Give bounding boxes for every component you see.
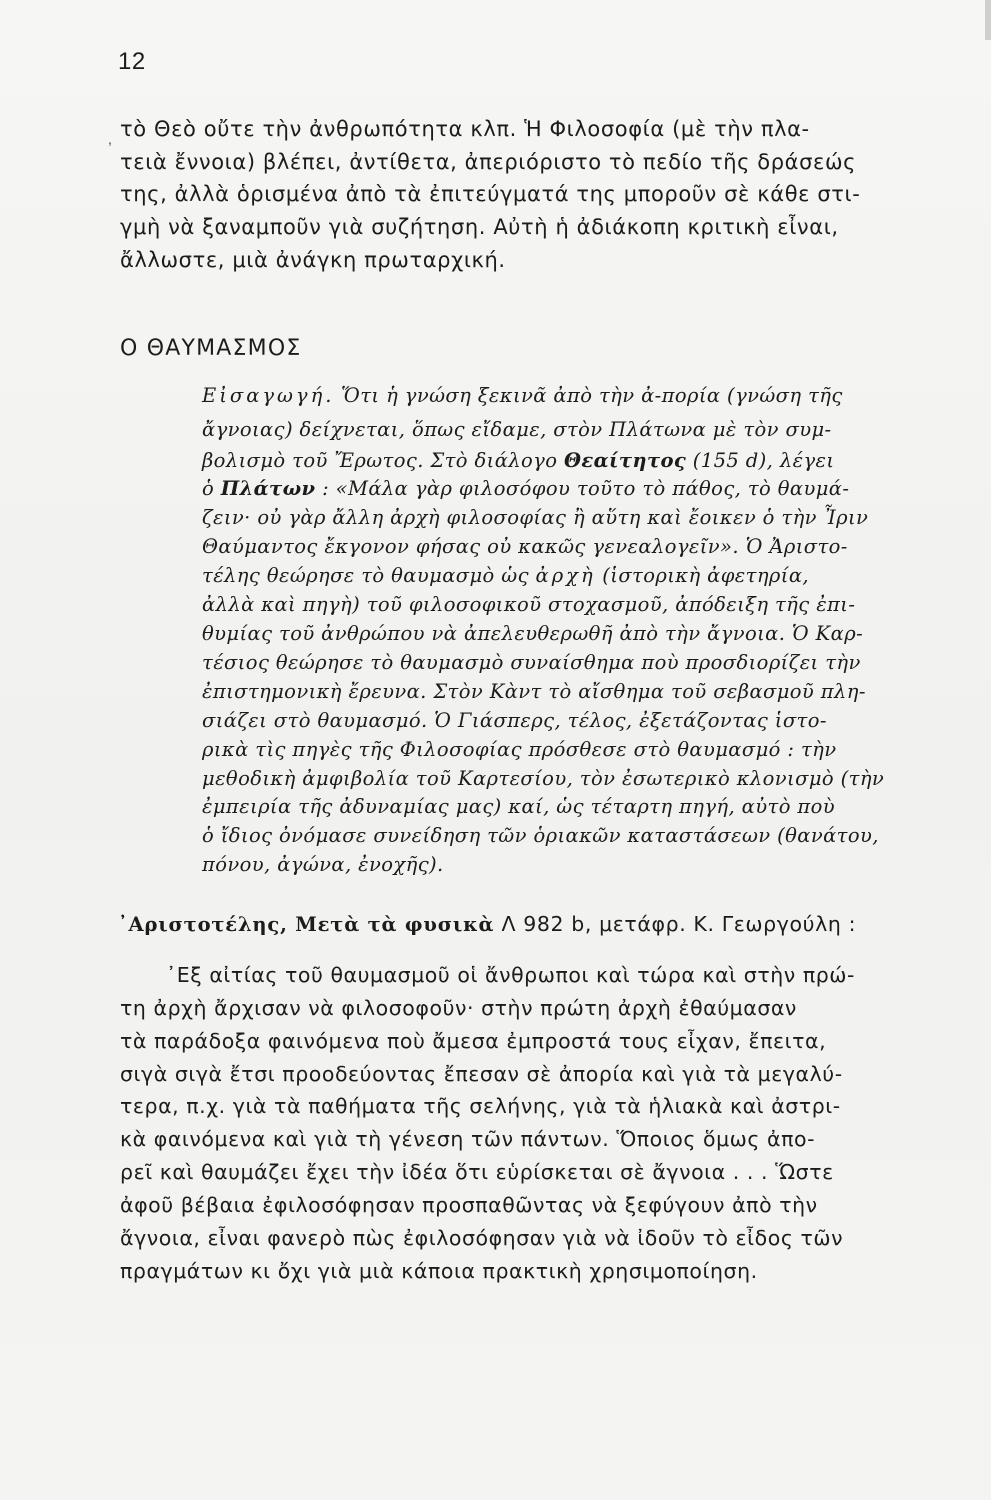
citation-reference: Λ 982 b, μετάφρ. Κ. Γεωργούλη : — [494, 912, 857, 936]
quote-line: ρεῖ καὶ θαυμάζει ἔχει τὴν ἰδέα ὅτι εὑρίσκεται σὲ ἄγνοια . . . Ὥστε — [120, 1160, 834, 1184]
intro-block-line — [202, 382, 962, 409]
intro-text: βολισμὸ τοῦ Ἔρωτος. Στὸ διάλογο — [202, 449, 558, 472]
intro-block-line: ρικὰ τὶς πηγὲς τῆς Φιλοσοφίας πρόσθεσε στὸ θαυμασμό : τὴν — [202, 738, 837, 761]
intro-block-line: ζειν· οὐ γὰρ ἄλλη ἀρχὴ φιλοσοφίας ἢ αὕτη καὶ ἔοικεν ὁ τὴν Ἶριν — [202, 506, 869, 529]
intro-line: τειὰ ἔννοια) βλέπει, ἀντίθετα, ἀπεριόριστο τὸ πεδίο τῆς δράσεώς — [120, 150, 857, 174]
intro-text: ὁ — [202, 477, 215, 500]
quote-line: πραγμάτων κι ὄχι γιὰ μιὰ κάποια πρακτικὴ χρησιμοποίηση. — [120, 1259, 758, 1283]
citation-author-work: ᾿Αριστοτέλης, Μετὰ τὰ φυσικὰ — [118, 913, 495, 936]
citation — [118, 912, 968, 937]
quote-line: τὰ παράδοξα φαινόμενα ποὺ ἄμεσα ἐμπροστά τους εἶχαν, ἔπειτα, — [120, 1029, 827, 1053]
intro-block-line: ὁ ἴδιος ὀνόμασε συνείδηση τῶν ὁριακῶν καταστάσεων (θανάτου, — [202, 824, 879, 847]
intro-block-line: μεθοδικὴ ἀμφιβολία τοῦ Καρτεσίου, τὸν ἐσωτερικὸ κλονισμὸ (τὴν — [202, 767, 885, 790]
intro-block-line: Θαύμαντος ἔκγονον φήσας οὐ κακῶς γενεαλογεῖν». Ὁ Ἀριστο- — [202, 535, 848, 558]
intro-text: (ἱστορικὴ ἀφετηρία, — [602, 564, 809, 587]
intro-block-line — [202, 562, 962, 589]
quote-line: ἄγνοια, εἶναι φανερὸ πὼς ἐφιλοσόφησαν γιὰ νὰ ἰδοῦν τὸ εἶδος τῶν — [120, 1226, 844, 1250]
intro-block-line: ἀλλὰ καὶ πηγὴ) τοῦ φιλοσοφικοῦ στοχασμοῦ, ἀπόδειξη τῆς ἐπι- — [202, 593, 856, 616]
plato-quote: : «Μάλα γὰρ φιλοσόφου τοῦτο τὸ πάθος, τὸ θαυμά- — [315, 477, 850, 500]
page-number: 12 — [118, 48, 146, 75]
intro-block-line — [202, 447, 962, 474]
intro-line: της, ἀλλὰ ὁρισμένα ἀπὸ τὰ ἐπιτεύγματά της μποροῦν σὲ κάθε στι- — [120, 182, 861, 206]
theaetetus-title: Θεαίτητος — [563, 449, 687, 472]
intro-label: Εἰσαγωγή. — [202, 384, 335, 407]
intro-text: Ὅτι ἡ γνώση ξεκινᾶ ἀπὸ τὴν ἀ-πορία (γνώση τῆς — [334, 384, 843, 407]
intro-text: τέλης θεώρησε τὸ θαυμασμὸ ὡς — [202, 564, 529, 587]
section-heading: Ο ΘΑΥΜΑΣΜΟΣ — [120, 336, 302, 361]
intro-block-line: σιάζει στὸ θαυμασμό. Ὁ Γιάσπερς, τέλος, ἐξετάζοντας ἱστο- — [202, 709, 827, 732]
quote-line: κὰ φαινόμενα καὶ γιὰ τὴ γένεση τῶν πάντων. Ὅποιος ὅμως ἀπο- — [120, 1127, 816, 1151]
quote-line: τη ἀρχὴ ἄρχισαν νὰ φιλοσοφοῦν· στὴν πρώτη ἀρχὴ ἐθαύμασαν — [120, 996, 797, 1020]
intro-line: γμὴ νὰ ξαναμποῦν γιὰ συζήτηση. Αὐτὴ ἡ ἀδιάκοπη κριτικὴ εἶναι, — [120, 215, 839, 239]
intro-block-line: ἐπιστημονικὴ ἔρευνα. Στὸν Κὰντ τὸ αἴσθημα τοῦ σεβασμοῦ πλη- — [202, 680, 866, 703]
quote-line: σιγὰ σιγὰ ἔτσι προοδεύοντας ἔπεσαν σὲ ἀπορία καὶ γιὰ τὰ μεγαλύ- — [120, 1062, 843, 1086]
intro-line: ἄλλωστε, μιὰ ἀνάγκη πρωταρχική. — [120, 248, 506, 272]
arche-word: ἀρχὴ — [535, 564, 596, 587]
intro-block-line: ἄγνοιας) δείχνεται, ὅπως εἴδαμε, στὸν Πλάτωνα μὲ τὸν συμ- — [202, 418, 832, 441]
intro-block-line: πόνου, ἀγώνα, ἐνοχῆς). — [202, 853, 444, 876]
quote-line: τερα, π.χ. γιὰ τὰ παθήματα τῆς σελήνης, γιὰ τὰ ἡλιακὰ καὶ ἀστρι- — [120, 1094, 841, 1118]
margin-mark: , — [108, 131, 112, 147]
intro-block-line: θυμίας τοῦ ἀνθρώπου νὰ ἀπελευθερωθῆ ἀπὸ τὴν ἄγνοια. Ὁ Καρ- — [202, 622, 864, 645]
quote-line: ἀφοῦ βέβαια ἐφιλοσόφησαν προσπαθῶντας νὰ ξεφύγουν ἀπὸ τὴν — [120, 1193, 818, 1217]
quote-line: ᾿Εξ αἰτίας τοῦ θαυμασμοῦ οἱ ἄνθρωποι καὶ τώρα καὶ στὴν πρώ- — [166, 963, 855, 987]
intro-block-line: ἐμπειρία τῆς ἀδυναμίας μας) καί, ὡς τέταρτη πηγή, αὐτὸ ποὺ — [202, 795, 836, 818]
intro-block-line: τέσιος θεώρησε τὸ θαυμασμὸ συναίσθημα ποὺ προσδιορίζει τὴν — [202, 651, 861, 674]
intro-line: τὸ Θεὸ οὔτε τὴν ἀνθρωπότητα κλπ. Ἡ Φιλοσοφία (μὲ τὴν πλα- — [120, 117, 810, 141]
page-edge-shadow — [985, 0, 991, 40]
theaetetus-reference: (155 d), λέγει — [686, 449, 835, 472]
plato-name: Πλάτων — [220, 477, 316, 500]
intro-block-line — [202, 475, 962, 502]
